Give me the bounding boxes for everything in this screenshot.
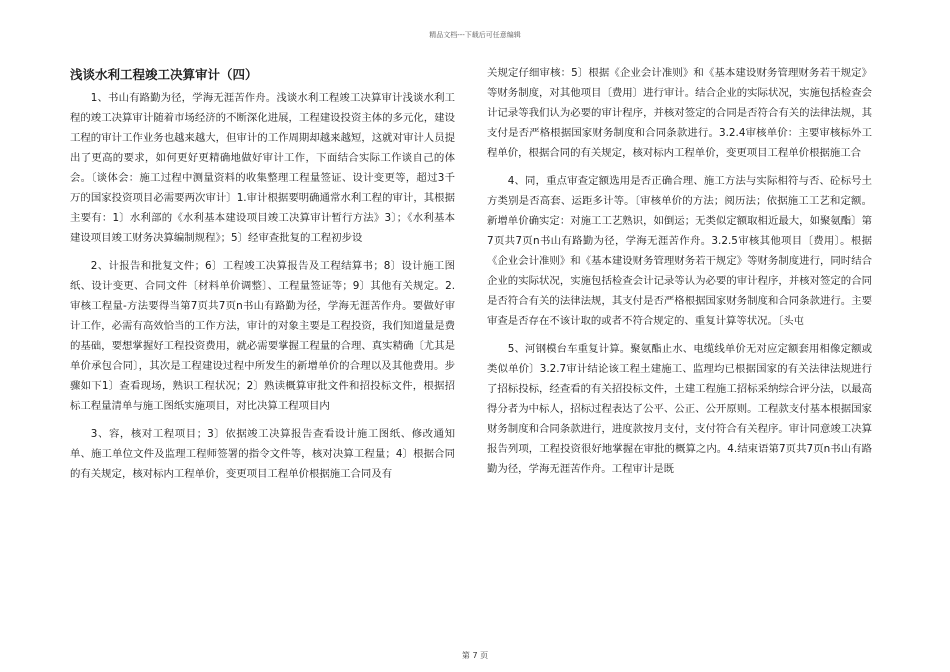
paragraph-3-continued: 关规定仔细审核：5〕根据《企业会计准则》和《基本建设财务管理财务若干规定》等财务制度，对其他项目〔费用〕进行审计。结合企业的实际状况，实施包括检查会计记录等我们认为必要的审计程序，并核对签定的合同是否符合有关的法律法规，其支付是否严格根据国家财务制度和合同条款进行。3.2.4审核单价：主要审核标外工程单价，根据合同的有关规定，核对标内工程单价，变更项目工程单价根据施工合 xyxy=(487,67,872,159)
paragraph-2: 2、计报告和批复文件；6〕工程竣工决算报告及工程结算书；8〕设计施工图纸、设计变更、合同文件〔材料单价调整〕、工程量签证等；9〕其他有关规定。2.审核工程量-方法要得当第7页共7页n书山有路勤为径，学海无涯苦作舟。要做好审计工作，必需有高效恰当的工作方法，审计的对象主要是工程投资，我们知道量是费的基础，要想掌握好工程投资费用，就必需要掌握工程量的合理、真实精确〔尤其是单价承包合同〕，其次是工程建设过程中所发生的新增单价的合理以及其他费用。步骤如下1〕查看现场，熟识工程状况；2〕熟读概算审批文件和招投标文件，根据招标工程量清单与施工图纸实施项目，对比决算工程项目内 xyxy=(70,260,455,412)
paragraph-4: 4、同，重点审查定额选用是否正确合理、施工方法与实际相符与否、砼标号土方类别是否高套、运距多计等。〔审核单价的方法；阅历法；依据施工工艺和定额。新增单价确实定：对施工工艺熟识，如倒运；无类似定额取相近最大，如聚氨酯〕第7页共7页n书山有路勤为径，学海无涯苦作舟。3.2.5审核其他项目〔费用〕。根据《企业会计准则》和《基本建设财务管理财务若干规定》等财务制度进行，同时结合企业的实际状况，实施包括检查会计记录等认为必要的审计程序，并核对签定的合同是否符合有关的法律法规，其支付是否严格根据国家财务制度和合同条款进行。主要审查是否存在不该计取的或者不符合规定的、重复计算等状况。〔头屯 xyxy=(487,175,872,327)
page-header: 精品文档---下载后可任意编辑 xyxy=(429,31,521,39)
paragraph-3: 3、容，核对工程项目；3〕依据竣工决算报告查看设计施工图纸、修改通知单、施工单位文件及监理工程师签署的指令文件等，核对决算工程量；4〕根据合同的有关规定，核对标内工程单价，变更项目工程单价根据施工合同及有 xyxy=(70,428,455,480)
document-title: 浅谈水利工程竣工决算审计（四） xyxy=(70,67,258,82)
right-column xyxy=(487,63,872,487)
paragraph-1: 1、书山有路勤为径，学海无涯苦作舟。浅谈水利工程竣工决算审计浅谈水利工程的竣工决算审计随着市场经济的不断深化进展，工程建设投资主体的多元化，建设工程的审计工作业务也越来越大，但审计的工作周期却越来越短，这就对审计人员提出了更高的要求，如何更好更精确地做好审计工作，下面结合实际工作谈自己的体会。〔谈体会：施工过程中测量资料的收集整理工程量签证、设计变更等，超过3千万的国家投资项目必需要两次审计〕1.审计根据要明确通常水利工程的审计，其根据主要有：1〕水利部的《水利基本建设项目竣工决算审计暂行方法》3〕；《水利基本建设项目竣工财务决算编制规程》；5〕经审查批复的工程初步设 xyxy=(70,92,455,244)
page-number: 第 7 页 xyxy=(461,651,489,660)
paragraph-5: 5、河钢模台车重复计算。聚氨酯止水、电缆线单价无对应定额套用相像定额或类似单价〕3.2.7审计结论该工程土建施工、监理均已根据国家的有关法律法规进行了招标投标，经查看的有关招投标文件，土建工程施工招标采纳综合评分法，以最高得分者为中标人，招标过程表达了公平、公正、公开原则。工程款支付基本根据国家财务制度和合同条款进行，进度款按月支付，支付符合有关程序。审计同意竣工决算报告列项，工程投资很好地掌握在审批的概算之内。4.结束语第7页共7页n书山有路勤为径，学海无涯苦作舟。工程审计是既 xyxy=(487,343,872,475)
left-column xyxy=(70,66,455,492)
